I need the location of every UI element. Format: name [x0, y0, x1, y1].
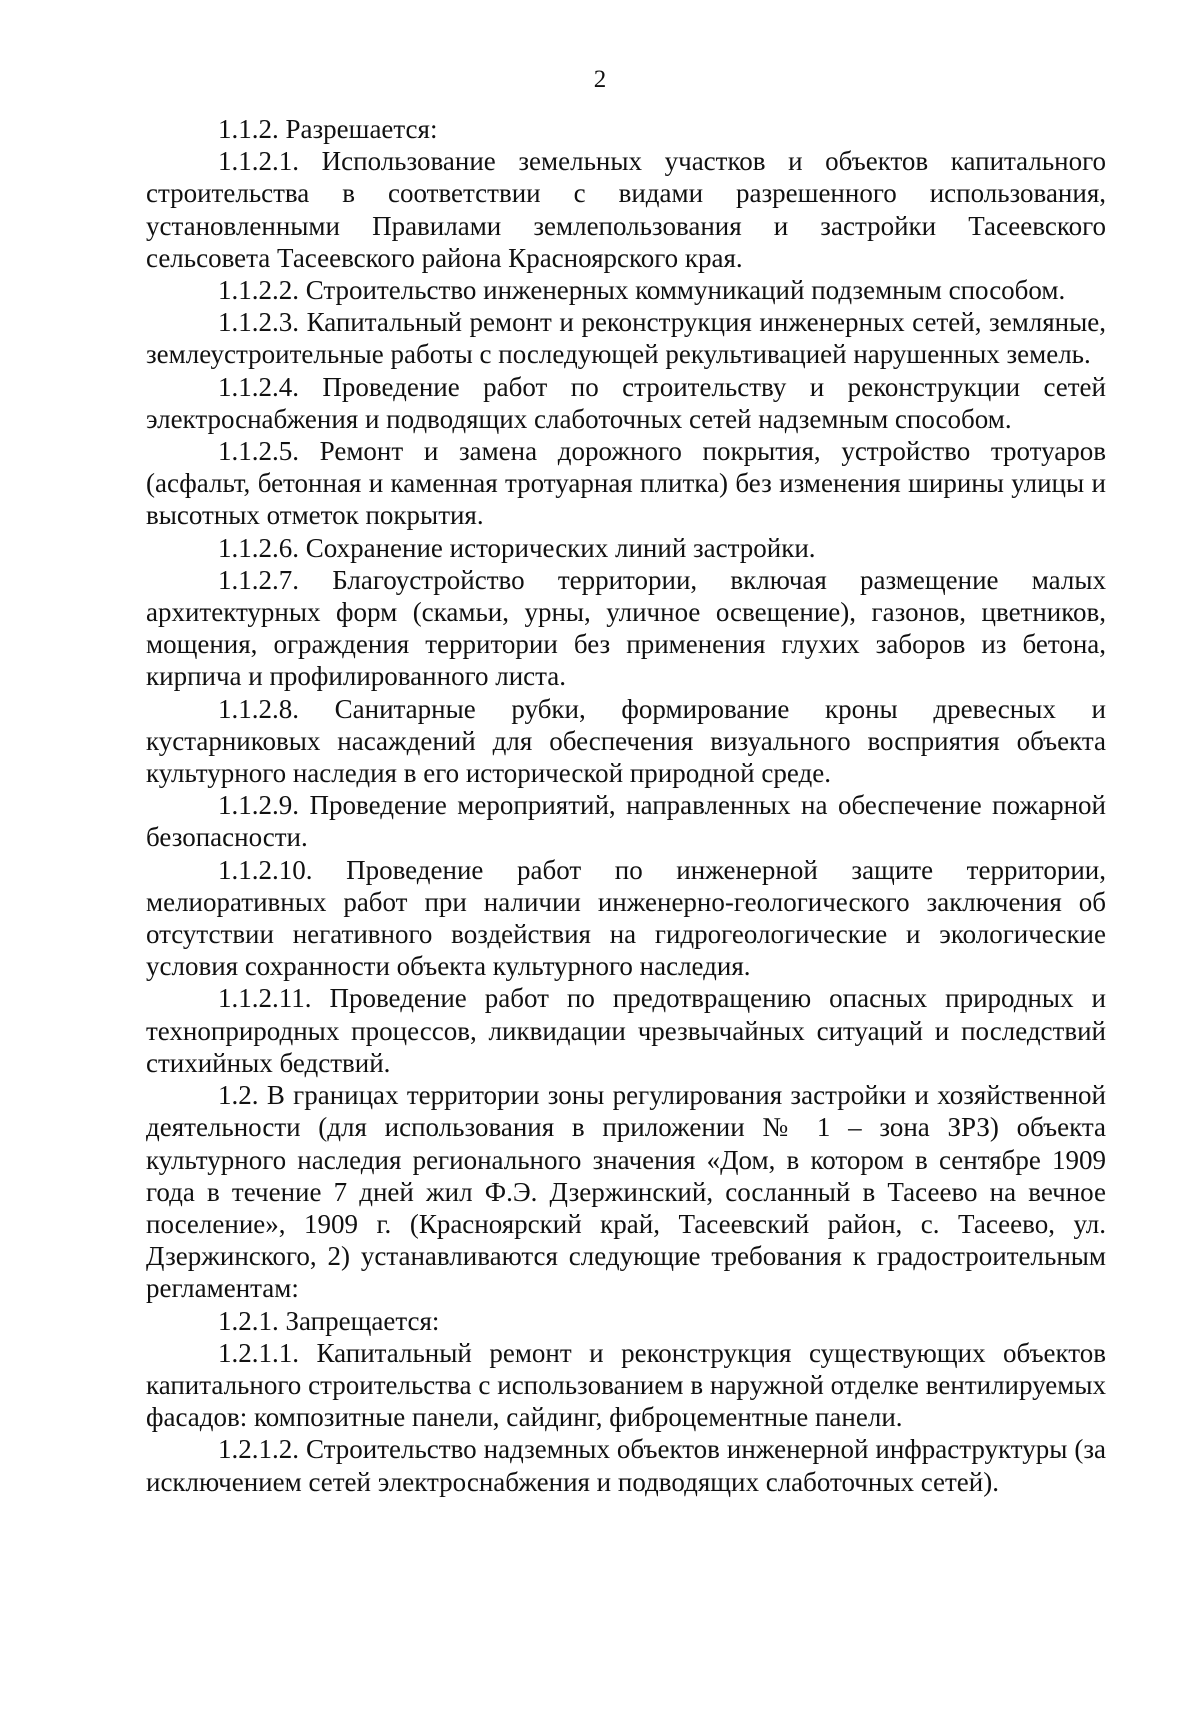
paragraph-1-1-2-2: 1.1.2.2. Строительство инженерных коммуникаций подземным способом.	[218, 275, 1066, 306]
page-number: 2	[593, 66, 607, 93]
paragraph-1-1-2-4: 1.1.2.4. Проведение работ по строительству и реконструкции сетей электроснабжения и подводящих слаботочных сетей надземным способом.	[146, 371, 1106, 434]
paragraph-1-1-2-10: 1.1.2.10. Проведение работ по инженерной защите территории, мелиоративных работ при наличии инженерно-геологического заключения об отсутствии негативного воздействия на гидрогеологические и экологические условия сохранности объекта культурного наследия.	[146, 854, 1106, 982]
paragraph-1-2-1-1: 1.2.1.1. Капитальный ремонт и реконструкция существующих объектов капитального строительства с использованием в наружной отделке вентилируемых фасадов: композитные панели, сайдинг, фиброцементные панели.	[146, 1337, 1106, 1433]
paragraph-1-1-2-11: 1.1.2.11. Проведение работ по предотвращению опасных природных и технoприродных процессов, ликвидации чрезвычайных ситуаций и последствий стихийных бедствий.	[146, 983, 1106, 1078]
document-body	[146, 113, 1106, 1498]
paragraph-1-1-2-9: 1.1.2.9. Проведение мероприятий, направленных на обеспечение пожарной безопасности.	[146, 790, 1106, 853]
paragraph-1-2: 1.2. В границах территории зоны регулирования застройки и хозяйственной деятельности (для использования в приложении № 1 – зона ЗРЗ) объекта культурного наследия регионального значения «Дом, в котором в сентябре 1909 года в течение 7 дней жил Ф.Э. Дзержинский, сосланный в Тасеево на вечное поселение», 1909 г. (Красноярский край, Тасеевский район, с. Тасеево, ул. Дзержинского, 2) устанавливаются следующие требования к градостроительным регламентам:	[146, 1080, 1106, 1304]
paragraph-1-1-2-3: 1.1.2.3. Капитальный ремонт и реконструкция инженерных сетей, земляные, землеустроительные работы с последующей рекультивацией нарушенных земель.	[146, 307, 1106, 370]
paragraph-1-1-2-7: 1.1.2.7. Благоустройство территории, включая размещение малых архитектурных форм (скамьи, урны, уличное освещение), газонов, цветников, мощения, ограждения территории без применения глухих заборов из бетона, кирпича и профилированного листа.	[146, 564, 1106, 692]
paragraph-1-1-2-6: 1.1.2.6. Сохранение исторических линий застройки.	[218, 532, 816, 563]
paragraph-1-2-1: 1.2.1. Запрещается:	[218, 1305, 440, 1336]
paragraph-1-1-2-5: 1.1.2.5. Ремонт и замена дорожного покрытия, устройство тротуаров (асфальт, бетонная и каменная тротуарная плитка) без изменения ширины улицы и высотных отметок покрытия.	[146, 436, 1106, 531]
paragraph-1-1-2: 1.1.2. Разрешается:	[218, 114, 438, 144]
paragraph-1-2-1-2: 1.2.1.2. Строительство надземных объектов инженерной инфраструктуры (за исключением сетей электроснабжения и подводящих слаботочных сетей).	[146, 1434, 1106, 1497]
paragraph-1-1-2-1: 1.1.2.1. Использование земельных участков и объектов капитального строительства в соответствии с видами разрешенного использования, установленными Правилами землепользования и застройки Тасеевского сельсовета Тасеевского района Красноярского края.	[146, 146, 1106, 273]
paragraph-1-1-2-8: 1.1.2.8. Санитарные рубки, формирование кроны древесных и кустарниковых насаждений для обеспечения визуального восприятия объекта культурного наследия в его исторической природной среде.	[146, 693, 1106, 789]
